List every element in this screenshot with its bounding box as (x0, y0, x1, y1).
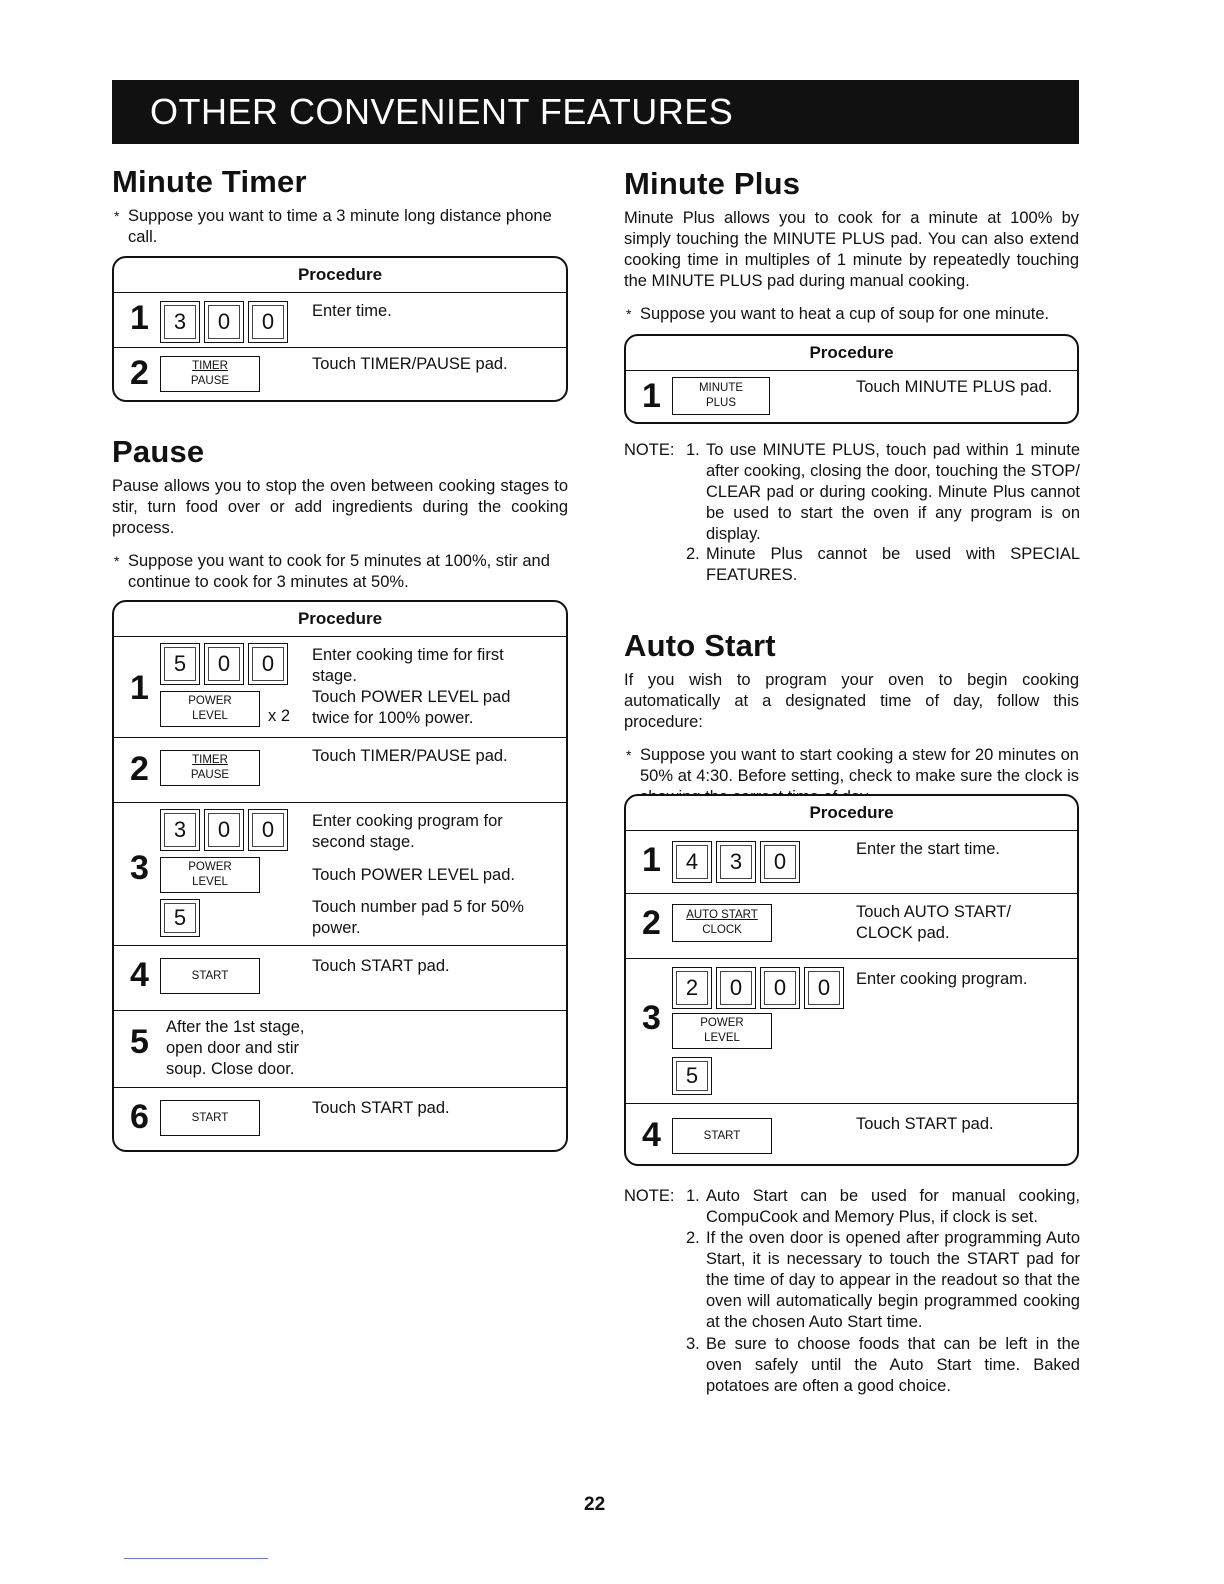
note-number: 1. (686, 441, 700, 459)
minute-plus-notes (624, 440, 1080, 590)
note-label: NOTE: (624, 441, 675, 459)
step-instruction: Touch MINUTE PLUS pad. (856, 378, 1053, 396)
step-instruction: Enter cooking program. (856, 970, 1028, 988)
pause-intro: Pause allows you to stop the oven between cooking stages to stir, turn food over or add ingredients during the cooking process. (112, 477, 568, 537)
number-key-0: 0 (248, 301, 288, 343)
number-key-3: 3 (160, 301, 200, 343)
minute-plus-pad: MINUTE PLUS (672, 377, 770, 415)
power-level-pad: POWER LEVEL (160, 691, 260, 727)
note-text: Auto Start can be used for manual cooking, CompuCook and Memory Plus, if clock is set. (706, 1187, 1080, 1226)
number-key-5: 5 (160, 643, 200, 685)
step-instruction: Enter cooking time for first stage. (312, 646, 504, 685)
note-text: Be sure to choose foods that can be left in the oven safely until the Auto Start time. Baked potatoes are often a good choice. (706, 1335, 1080, 1395)
auto-start-title: Auto Start (624, 628, 776, 663)
note-number: 1. (686, 1187, 700, 1205)
power-level-pad: POWER LEVEL (160, 857, 260, 893)
number-key-4: 4 (672, 841, 712, 883)
minute-timer-example: * Suppose you want to time a 3 minute long distance phone call. (112, 206, 568, 248)
number-key-0: 0 (804, 967, 844, 1009)
auto-start-example: * Suppose you want to start cooking a stew for 20 minutes on 50% at 4:30. Before setting, check to make sure the clock is (624, 745, 1079, 808)
note-text: If the oven door is opened after programming Auto Start, it is necessary to touch the START pad for the time of day to appear in the readout so that the oven will automatically begin programmed cooking at the chosen Auto Start time. (706, 1229, 1080, 1331)
step-number: 1 (642, 377, 661, 415)
footer-rule (124, 1558, 268, 1559)
page-number: 22 (584, 1494, 606, 1515)
step-instruction: Enter cooking program for second stage. (312, 812, 503, 851)
step-number: 3 (130, 849, 149, 887)
procedure-step (114, 1088, 566, 1158)
note-number: 2. (686, 545, 700, 563)
procedure-step (114, 348, 566, 402)
step-instruction: Touch number pad 5 for 50% power. (312, 898, 524, 937)
step-number: 1 (130, 669, 149, 707)
number-key-3: 3 (716, 841, 756, 883)
number-key-0: 0 (204, 301, 244, 343)
number-key-0: 0 (760, 841, 800, 883)
minute-plus-intro: Minute Plus allows you to cook for a minute at 100% by simply touching the MINUTE PLUS pad. You can also extend cooking time in multiples of 1 minute by repeatedly touching the MINUTE PLUS pad during manual cooking. (624, 209, 1079, 290)
step-instruction: Touch POWER LEVEL pad twice for 100% power. (312, 688, 511, 727)
step-instruction: Touch AUTO START/ CLOCK pad. (856, 903, 1011, 942)
procedure-heading: Procedure (114, 258, 566, 293)
pause-procedure (112, 600, 568, 1152)
step-number: 2 (642, 904, 661, 942)
power-level-pad: POWER LEVEL (672, 1013, 772, 1049)
step-number: 5 (130, 1023, 149, 1061)
note-number: 2. (686, 1229, 700, 1247)
procedure-heading: Procedure (114, 602, 566, 637)
pause-example: * Suppose you want to cook for 5 minutes at 100%, stir and continue to cook for 3 minutes at 50%. (112, 551, 568, 593)
step-instruction: Touch TIMER/PAUSE pad. (312, 355, 508, 373)
number-key-0: 0 (248, 809, 288, 851)
number-key-0: 0 (760, 967, 800, 1009)
procedure-step (626, 959, 1077, 1104)
procedure-step (626, 1104, 1077, 1170)
step-number: 2 (130, 354, 149, 392)
section-banner: OTHER CONVENIENT FEATURES (112, 80, 1079, 144)
number-key-3: 3 (160, 809, 200, 851)
step-instruction: After the 1st stage, open door and stir soup. Close door. (166, 1018, 305, 1078)
step-instruction: Touch TIMER/PAUSE pad. (312, 747, 508, 765)
procedure-step (626, 371, 1077, 423)
procedure-heading: Procedure (626, 336, 1077, 371)
number-key-0: 0 (204, 809, 244, 851)
procedure-step (114, 1011, 566, 1088)
auto-start-intro: If you wish to program your oven to begin cooking automatically at a designated time of day, follow this procedure: (624, 671, 1079, 731)
note-text: Minute Plus cannot be used with SPECIAL FEATURES. (706, 545, 1080, 584)
minute-timer-procedure (112, 256, 568, 402)
pause-title: Pause (112, 434, 205, 469)
step-instruction: Touch START pad. (856, 1115, 994, 1133)
step-number: 4 (130, 956, 149, 994)
start-pad: START (672, 1118, 772, 1154)
minute-timer-title: Minute Timer (112, 164, 307, 199)
number-key-0: 0 (204, 643, 244, 685)
step-instruction: Enter the start time. (856, 840, 1000, 858)
step-number: 1 (642, 841, 661, 879)
procedure-step (114, 803, 566, 946)
step-number: 4 (642, 1116, 661, 1154)
timer-pause-pad: TIMER PAUSE (160, 750, 260, 786)
minute-plus-title: Minute Plus (624, 166, 801, 201)
step-instruction: Enter time. (312, 302, 392, 320)
note-label: NOTE: (624, 1187, 675, 1205)
procedure-step (626, 894, 1077, 959)
procedure-step (114, 637, 566, 738)
pause-section (112, 434, 568, 593)
step-number: 2 (130, 750, 149, 788)
timer-pause-pad: TIMER PAUSE (160, 356, 260, 392)
step-instruction: Touch POWER LEVEL pad. (312, 866, 515, 884)
procedure-step (114, 293, 566, 348)
start-pad: START (160, 1100, 260, 1136)
procedure-heading: Procedure (626, 796, 1077, 831)
start-pad: START (160, 958, 260, 994)
procedure-step (114, 738, 566, 803)
step-number: 3 (642, 999, 661, 1037)
repeat-count: x 2 (268, 707, 291, 725)
number-key-5: 5 (672, 1057, 712, 1095)
auto-start-clock-pad: AUTO START CLOCK (672, 904, 772, 942)
number-key-5: 5 (160, 899, 200, 937)
minute-timer-section (112, 164, 568, 248)
number-key-2: 2 (672, 967, 712, 1009)
auto-start-procedure (624, 794, 1079, 1166)
minute-plus-section (624, 166, 1079, 325)
auto-start-section (624, 628, 1079, 808)
step-instruction: Touch START pad. (312, 957, 450, 975)
minute-plus-example: * Suppose you want to heat a cup of soup for one minute. (624, 304, 1079, 325)
step-number: 1 (130, 299, 149, 337)
step-instruction: Touch START pad. (312, 1099, 450, 1117)
procedure-step (114, 946, 566, 1011)
minute-plus-procedure (624, 334, 1079, 424)
note-number: 3. (686, 1335, 700, 1353)
step-number: 6 (130, 1098, 149, 1136)
auto-start-notes (624, 1186, 1080, 1396)
note-text: To use MINUTE PLUS, touch pad within 1 minute after cooking, closing the door, touching the STOP/ CLEAR pad or during cooking. Minute Plus cannot be used to start the oven if any program is on display. (706, 441, 1080, 543)
number-key-0: 0 (248, 643, 288, 685)
number-key-0: 0 (716, 967, 756, 1009)
procedure-step (626, 831, 1077, 894)
